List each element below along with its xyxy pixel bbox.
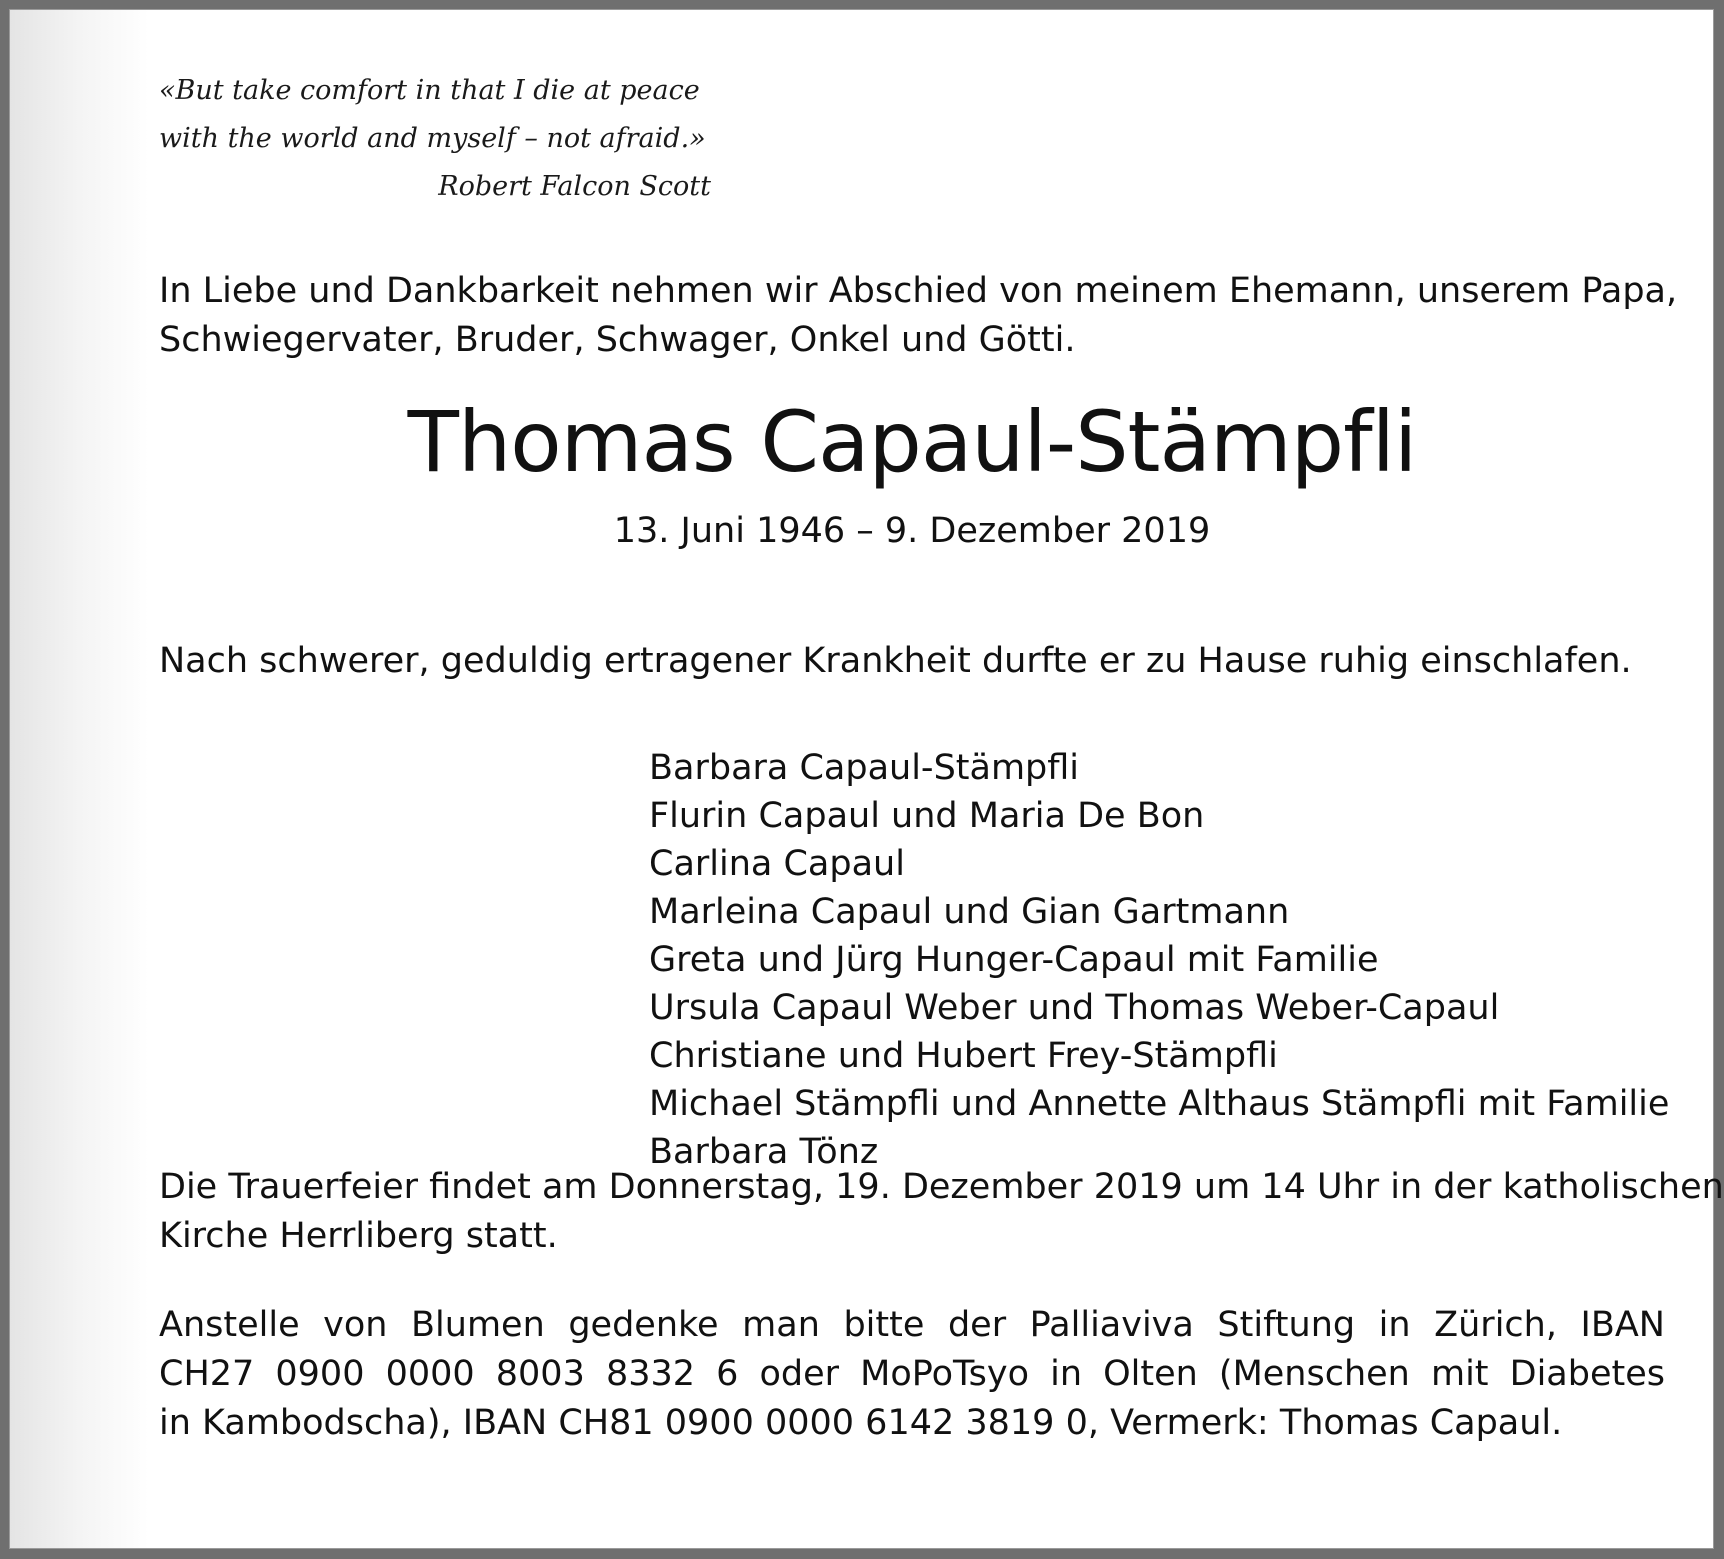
mourner-item: Barbara Tönz xyxy=(649,1132,879,1172)
quote-line-1: «But take comfort in that I die at peace xyxy=(159,75,700,106)
service-line-1: Die Trauerfeier findet am Donnerstag, 19. Dezember 2019 um 14 Uhr in der katholischen xyxy=(159,1167,1724,1207)
mourner-item: Flurin Capaul und Maria De Bon xyxy=(649,796,1205,836)
mourner-item: Michael Stämpfli und Annette Althaus Stämpfli mit Familie xyxy=(649,1084,1670,1124)
intro-line-1: In Liebe und Dankbarkeit nehmen wir Abschied von meinem Ehemann, unserem Papa, xyxy=(159,271,1678,311)
donation-notice xyxy=(159,1301,1665,1448)
intro-paragraph xyxy=(159,267,1678,365)
donation-line-1: Anstelle von Blumen gedenke man bitte der Palliaviva Stiftung in Zürich, IBAN xyxy=(159,1305,1665,1345)
intro-line-2: Schwiegervater, Bruder, Schwager, Onkel und Götti. xyxy=(159,320,1076,360)
mourner-item: Marleina Capaul und Gian Gartmann xyxy=(649,892,1290,932)
mourner-item: Carlina Capaul xyxy=(649,844,905,884)
mourner-item: Ursula Capaul Weber und Thomas Weber-Capaul xyxy=(649,988,1500,1028)
mourners-list xyxy=(649,744,1670,1176)
quote-line-2: with the world and myself – not afraid.» xyxy=(159,123,706,154)
donation-line-3: in Kambodscha), IBAN CH81 0900 0000 6142 3819 0, Vermerk: Thomas Capaul. xyxy=(159,1403,1563,1443)
obituary-page xyxy=(9,9,1724,1549)
donation-line-2: CH27 0900 0000 8003 8332 6 oder MoPoTsyo in Olten (Menschen mit Diabetes xyxy=(159,1354,1665,1394)
mourner-item: Greta und Jürg Hunger-Capaul mit Familie xyxy=(649,940,1379,980)
deceased-name: Thomas Capaul-Stämpfli xyxy=(407,393,1417,491)
service-line-2: Kirche Herrliberg statt. xyxy=(159,1216,558,1256)
life-dates: 13. Juni 1946 – 9. Dezember 2019 xyxy=(613,511,1211,551)
mourner-item: Barbara Capaul-Stämpfli xyxy=(649,748,1080,788)
epigraph-quote xyxy=(159,67,711,211)
passing-statement: Nach schwerer, geduldig ertragener Krankheit durfte er zu Hause ruhig einschlafen. xyxy=(159,641,1632,681)
obituary-content xyxy=(159,67,1724,1443)
quote-author: Robert Falcon Scott xyxy=(438,171,711,202)
funeral-service-notice xyxy=(159,1163,1724,1261)
mourner-item: Christiane und Hubert Frey-Stämpfli xyxy=(649,1036,1278,1076)
